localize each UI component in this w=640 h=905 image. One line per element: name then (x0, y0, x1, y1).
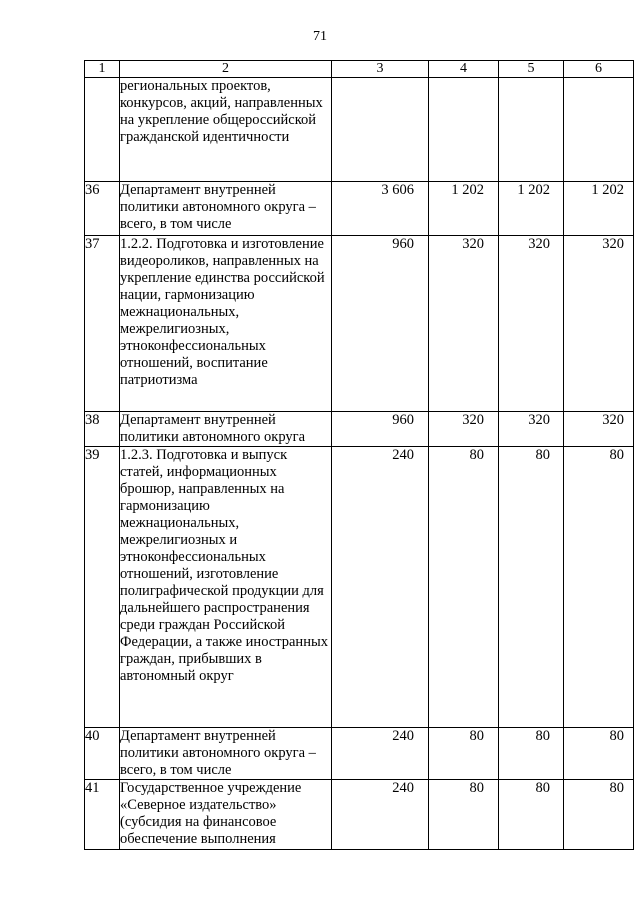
budget-table (84, 60, 634, 850)
row-value-col4: 320 (429, 412, 499, 447)
row-value-col5: 320 (499, 236, 564, 412)
header-col-2: 2 (120, 61, 332, 78)
header-col-1: 1 (85, 61, 120, 78)
row-number: 38 (85, 412, 120, 447)
row-value-col3: 960 (332, 236, 429, 412)
row-description: Департамент внутренней политики автономного округа – всего, в том числе (120, 182, 332, 236)
row-value-col6: 320 (564, 412, 634, 447)
header-col-4: 4 (429, 61, 499, 78)
row-number: 39 (85, 447, 120, 728)
row-value-col3: 3 606 (332, 182, 429, 236)
row-number: 36 (85, 182, 120, 236)
row-value-col6: 320 (564, 236, 634, 412)
row-value-col4: 1 202 (429, 182, 499, 236)
row-value-col4: 80 (429, 780, 499, 850)
page-number: 71 (313, 29, 327, 44)
row-number: 40 (85, 728, 120, 780)
row-value-col6: 1 202 (564, 182, 634, 236)
header-col-6: 6 (564, 61, 634, 78)
row-number: 41 (85, 780, 120, 850)
row-description: Департамент внутренней политики автономного округа – всего, в том числе (120, 728, 332, 780)
row-description: региональных проектов, конкурсов, акций, направленных на укрепление общероссийской гражданской идентичности (120, 78, 332, 182)
header-row (85, 61, 634, 78)
row-value-col3: 240 (332, 447, 429, 728)
table-row (85, 182, 634, 236)
row-value-col5: 80 (499, 728, 564, 780)
row-value-col6: 80 (564, 728, 634, 780)
row-value-col5: 1 202 (499, 182, 564, 236)
header-col-3: 3 (332, 61, 429, 78)
row-value-col4: 320 (429, 236, 499, 412)
row-value-col3: 240 (332, 780, 429, 850)
row-description: Департамент внутренней политики автономного округа (120, 412, 332, 447)
row-value-col5 (499, 78, 564, 182)
row-value-col5: 320 (499, 412, 564, 447)
row-value-col4: 80 (429, 447, 499, 728)
row-value-col5: 80 (499, 447, 564, 728)
row-value-col5: 80 (499, 780, 564, 850)
row-value-col3: 960 (332, 412, 429, 447)
row-description: Государственное учреждение «Северное издательство» (субсидия на финансовое обеспечение выполнения (120, 780, 332, 850)
table-row (85, 780, 634, 850)
row-value-col6 (564, 78, 634, 182)
row-number: 37 (85, 236, 120, 412)
row-value-col6: 80 (564, 447, 634, 728)
row-description: 1.2.3. Подготовка и выпуск статей, информационных брошюр, направленных на гармонизацию межнациональных, межрелигиозных и этноконфессиональных отношений, изготовление полиграфической продукции для дальнейшего распространения среди граждан Российской Федерации, а также иностранных граждан, прибывших в автономный округ (120, 447, 332, 728)
row-value-col6: 80 (564, 780, 634, 850)
table-row (85, 236, 634, 412)
table-row (85, 447, 634, 728)
row-value-col3: 240 (332, 728, 429, 780)
row-description: 1.2.2. Подготовка и изготовление видеороликов, направленных на укрепление единства российской нации, гармонизацию межнациональных, межрелигиозных, этноконфессиональных отношений, воспитание патриотизма (120, 236, 332, 412)
header-col-5: 5 (499, 61, 564, 78)
table-row (85, 728, 634, 780)
table-row (85, 412, 634, 447)
row-value-col3 (332, 78, 429, 182)
table-row (85, 78, 634, 182)
row-value-col4 (429, 78, 499, 182)
row-value-col4: 80 (429, 728, 499, 780)
row-number (85, 78, 120, 182)
